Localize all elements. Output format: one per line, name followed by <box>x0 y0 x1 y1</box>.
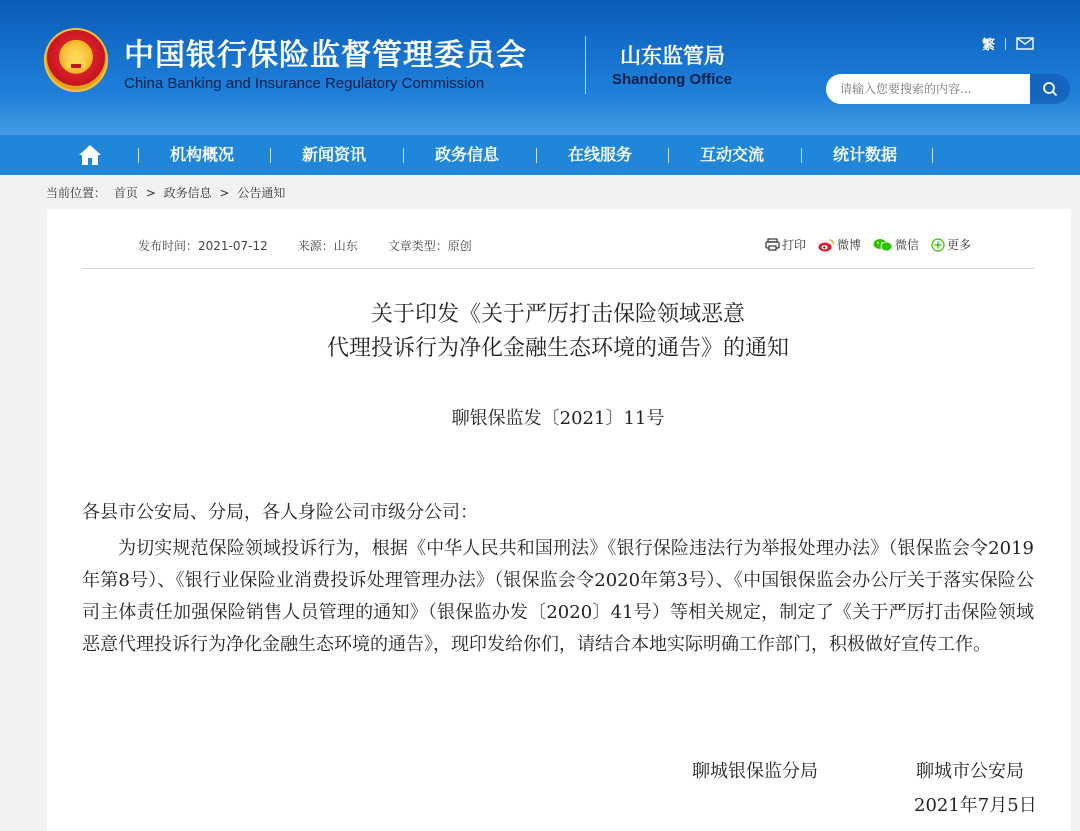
office-title-en: Shandong Office <box>612 71 732 88</box>
salutation: 各县市公安局、分局，各人身险公司市级分公司： <box>82 502 478 523</box>
breadcrumb <box>46 184 289 201</box>
emblem-gate-icon <box>62 46 90 70</box>
weibo-share-button[interactable] <box>818 236 861 253</box>
nav-item-online-services[interactable]: 在线服务 <box>568 145 633 164</box>
nav-divider <box>138 148 139 163</box>
breadcrumb-home[interactable]: 首页 <box>113 186 138 200</box>
nav-item-statistics[interactable]: 统计数据 <box>833 145 898 164</box>
print-label: 打印 <box>782 238 807 252</box>
breadcrumb-separator: > <box>145 186 156 200</box>
breadcrumb-notices[interactable]: 公告通知 <box>237 186 286 200</box>
article-title-line-1: 关于印发《关于严厉打击保险领域恶意 <box>370 302 745 327</box>
site-title-cn[interactable]: 中国银行保险监督管理委员会 <box>124 38 527 73</box>
wechat-icon <box>873 238 893 252</box>
nav-item-news[interactable]: 新闻资讯 <box>302 145 367 164</box>
signer-right: 聊城市公安局 <box>916 761 1024 782</box>
nav-divider <box>536 148 537 163</box>
article-source: 来源：山东 <box>297 239 358 253</box>
search-button[interactable] <box>1030 74 1070 104</box>
wechat-label: 微信 <box>895 238 920 252</box>
nav-divider <box>403 148 404 163</box>
site-header <box>0 0 1080 135</box>
publish-time: 发布时间：2021-07-12 <box>138 239 268 253</box>
site-title-en: China Banking and Insurance Regulatory Commission <box>124 75 485 92</box>
wechat-share-button[interactable] <box>873 236 919 253</box>
nav-divider <box>668 148 669 163</box>
breadcrumb-label: 当前位置： <box>46 186 107 200</box>
breadcrumb-separator: > <box>219 186 230 200</box>
search-icon <box>1042 81 1058 97</box>
signer-left: 聊城银保监分局 <box>692 761 818 782</box>
nav-divider <box>270 148 271 163</box>
breadcrumb-government-info[interactable]: 政务信息 <box>163 186 212 200</box>
nav-item-government-info[interactable]: 政务信息 <box>435 145 500 164</box>
share-bar <box>765 236 971 253</box>
article-paragraph: 为切实规范保险领域投诉行为，根据《中华人民共和国刑法》《银行保险违法行为举报处理办法》（银保监会令2019年第8号）、《银行业保险业消费投诉处理管理办法》（银保监会令2020年第3号）、《中国银保监会办公厅关于落实保险公司主体责任加强保险销售人员管理的通知》（银保监办发〔2020〕41号）等相关规定，制定了《关于严厉打击保险领域恶意代理投诉行为净化金融生态环境的通告》，现印发给你们，请结合本地实际明确工作部门，积极做好宣传工作。 <box>82 538 1034 655</box>
top-links <box>982 34 1034 53</box>
more-share-button[interactable] <box>931 236 971 253</box>
more-label: 更多 <box>947 238 972 252</box>
national-emblem-icon <box>44 28 108 92</box>
printer-icon <box>765 238 780 251</box>
weibo-label: 微博 <box>837 238 862 252</box>
home-icon[interactable] <box>78 144 102 166</box>
article-title-line-2: 代理投诉行为净化金融生态环境的通告》的通知 <box>326 336 789 361</box>
search-box <box>826 74 1070 104</box>
nav-item-interaction[interactable]: 互动交流 <box>700 145 765 164</box>
article-meta <box>138 237 472 254</box>
header-divider <box>585 36 586 94</box>
traditional-chinese-link[interactable]: 繁 <box>982 38 996 53</box>
plus-circle-icon <box>931 238 945 252</box>
nav-divider <box>932 148 933 163</box>
search-input[interactable] <box>826 74 1030 104</box>
top-links-divider <box>1005 38 1006 50</box>
issue-date: 2021年7月5日 <box>914 795 1037 816</box>
main-nav <box>0 135 1080 175</box>
article-type: 文章类型：原创 <box>387 239 472 253</box>
meta-divider <box>82 268 1034 269</box>
document-number: 聊银保监发〔2021〕11号 <box>451 408 665 429</box>
office-title-cn: 山东监管局 <box>620 44 725 68</box>
print-button[interactable] <box>765 236 806 253</box>
mail-icon[interactable] <box>1016 37 1034 50</box>
nav-divider <box>801 148 802 163</box>
weibo-icon <box>818 238 835 252</box>
nav-item-about[interactable]: 机构概况 <box>170 145 235 164</box>
